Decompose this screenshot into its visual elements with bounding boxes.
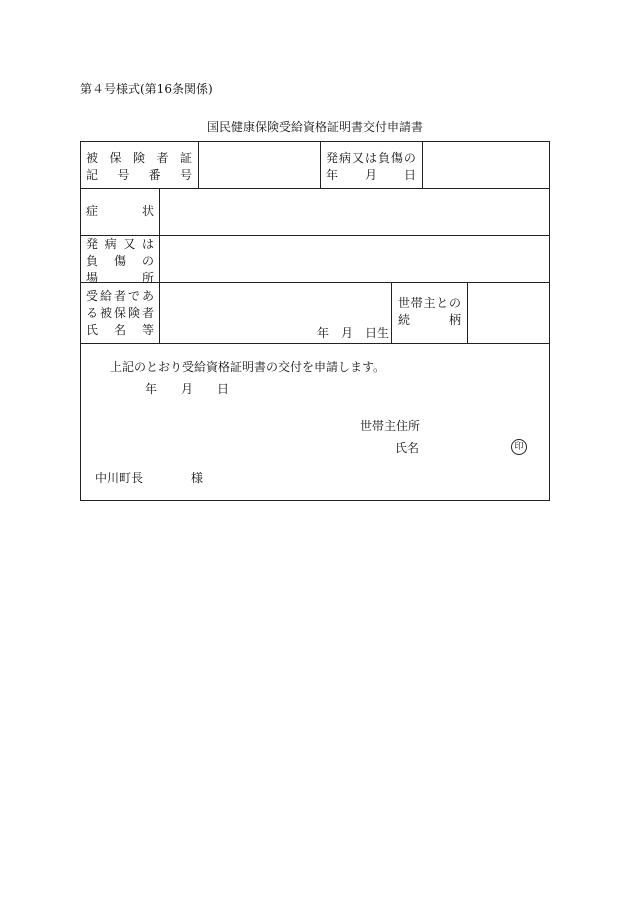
label-char: 傷 [113, 254, 126, 268]
label-char: 番 [148, 168, 161, 182]
label-char: の [141, 254, 154, 268]
label-char: 険 [127, 306, 140, 320]
row-divider [81, 188, 549, 189]
householder-address-label: 世帯主住所 [360, 419, 421, 433]
form-number: 第４号様式(第16条関係) [80, 82, 213, 96]
relation-label-line1 [398, 295, 461, 312]
label-char: 続 [398, 313, 411, 327]
column-divider [391, 282, 392, 343]
label-char: 号 [179, 168, 192, 182]
declaration-statement: 上記のとおり受給資格証明書の交付を申請します。 [110, 360, 386, 374]
column-divider [320, 142, 321, 188]
onset-place-label-line3 [86, 270, 154, 287]
label-char: 受 [86, 289, 99, 303]
label-char: 被 [86, 151, 99, 165]
symptoms-label [86, 203, 154, 220]
relation-label-line2 [398, 312, 461, 329]
onset-place-field[interactable] [164, 241, 544, 277]
label-char: 記 [86, 168, 99, 182]
insurance-number-label-line1 [86, 150, 192, 167]
symptoms-label-line [86, 203, 154, 220]
recipient-name-field[interactable] [164, 287, 386, 323]
onset-date-field[interactable] [427, 150, 545, 180]
label-char: 被 [99, 306, 112, 320]
addressee-honorific: 様 [191, 471, 204, 485]
label-char: 病 [104, 237, 117, 251]
recipient-label-line3 [86, 322, 154, 339]
onset-date-label-line1 [326, 150, 416, 167]
insurance-number-label [86, 150, 192, 184]
label-char: 主 [423, 296, 436, 310]
label-char: は [141, 237, 154, 251]
label-char: 柄 [448, 313, 461, 327]
recipient-label [86, 288, 154, 339]
label-char: 保 [109, 151, 122, 165]
label-char: 号 [117, 168, 130, 182]
label-char: は [364, 151, 377, 165]
onset-date-label-line2 [326, 167, 416, 184]
label-char: 又 [351, 151, 364, 165]
label-char: 傷 [390, 151, 403, 165]
label-char: る [86, 306, 99, 320]
seal-mark: 印 [511, 439, 527, 455]
column-divider [159, 188, 160, 343]
label-char: 保 [113, 306, 126, 320]
label-char: 帯 [410, 296, 423, 310]
label-char: 険 [132, 151, 145, 165]
declaration-date: 年 月 日 [145, 382, 230, 396]
label-char: 等 [141, 323, 154, 337]
label-char: 負 [86, 254, 99, 268]
label-char: で [127, 289, 140, 303]
label-char: 氏 [86, 323, 99, 337]
column-divider [467, 282, 468, 343]
column-divider [198, 142, 199, 188]
label-char: 状 [141, 204, 154, 218]
birth-date-suffix: 年 月 日生 [317, 326, 390, 340]
label-char: 給 [99, 289, 112, 303]
label-char: 月 [364, 168, 377, 182]
label-char: 者 [141, 306, 154, 320]
label-char: 又 [123, 237, 136, 251]
label-char: 症 [86, 204, 99, 218]
label-char: 名 [113, 323, 126, 337]
label-char: あ [141, 289, 154, 303]
label-char: の [448, 296, 461, 310]
recipient-label-line1 [86, 288, 154, 305]
application-form-table [80, 141, 550, 501]
label-char: 場 [86, 271, 99, 285]
onset-place-label [86, 236, 154, 287]
insurance-number-label-line2 [86, 167, 192, 184]
label-char: 発 [86, 237, 99, 251]
relation-label [398, 295, 461, 329]
label-char: 負 [377, 151, 390, 165]
label-char: 発 [326, 151, 339, 165]
document-title: 国民健康保険受給資格証明書交付申請書 [206, 120, 423, 134]
onset-place-label-line1 [86, 236, 154, 253]
label-char: 証 [179, 151, 192, 165]
householder-name-label: 氏名 [395, 441, 420, 455]
symptoms-field[interactable] [164, 194, 544, 230]
label-char: 年 [326, 168, 339, 182]
label-char: の [403, 151, 416, 165]
label-char: 者 [156, 151, 169, 165]
addressee: 中川町長 [95, 471, 144, 485]
label-char: と [436, 296, 449, 310]
label-char: 世 [398, 296, 411, 310]
recipient-label-line2 [86, 305, 154, 322]
onset-date-label [326, 150, 416, 184]
label-char: 所 [141, 271, 154, 285]
row-divider [81, 343, 549, 344]
insurance-number-field[interactable] [203, 150, 316, 180]
label-char: 日 [403, 168, 416, 182]
column-divider [422, 142, 423, 188]
relation-field[interactable] [472, 287, 545, 337]
label-char: 病 [338, 151, 351, 165]
onset-place-label-line2 [86, 253, 154, 270]
label-char: 者 [113, 289, 126, 303]
